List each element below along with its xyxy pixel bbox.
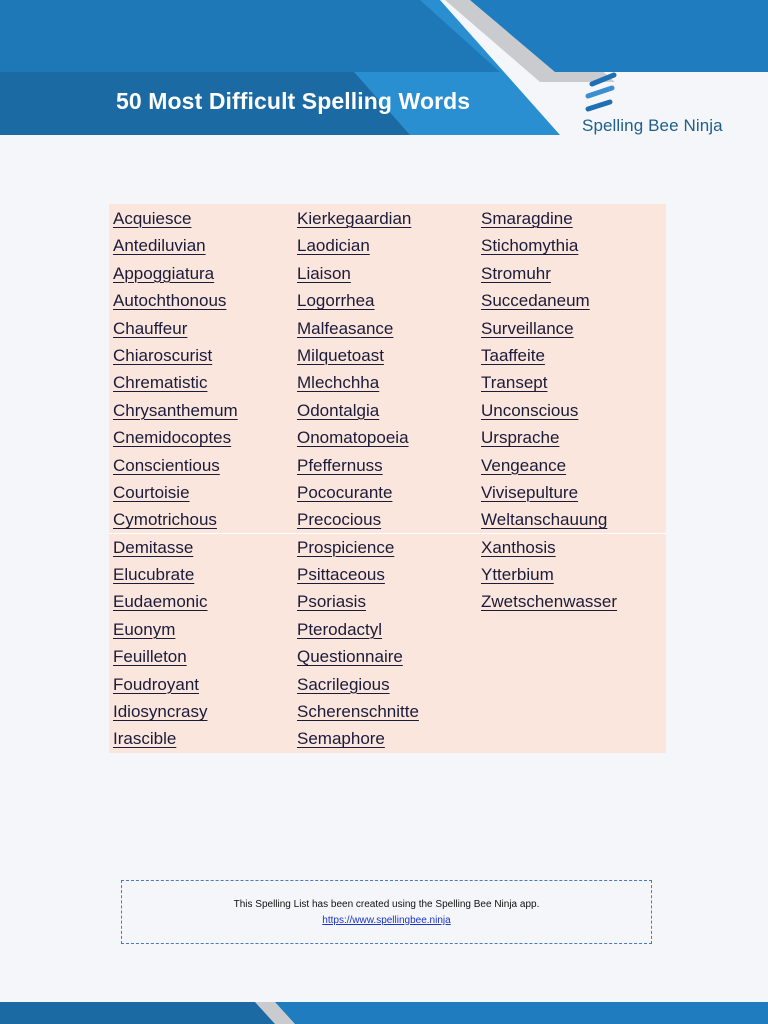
word-list-item	[297, 231, 419, 258]
brand-name: Spelling Bee Ninja	[582, 116, 723, 135]
word-list-item	[297, 286, 419, 313]
word-list-item	[297, 478, 419, 505]
word-list-item	[113, 204, 238, 231]
spelling-word-link[interactable]: Autochthonous	[113, 291, 227, 311]
spelling-word-link[interactable]: Succedaneum	[481, 291, 590, 311]
brand-logo	[582, 72, 752, 136]
word-list-item	[113, 478, 238, 505]
spelling-word-link[interactable]: Acquiesce	[113, 209, 192, 228]
spelling-word-link[interactable]: Transept	[481, 373, 548, 393]
spelling-word-link[interactable]: Psittaceous	[297, 565, 385, 585]
spelling-word-link[interactable]: Onomatopoeia	[297, 428, 409, 448]
word-list-item	[297, 697, 419, 724]
spelling-word-link[interactable]: Questionnaire	[297, 647, 403, 667]
spelling-word-link[interactable]: Chauffeur	[113, 318, 188, 338]
word-list-item	[113, 368, 238, 395]
word-column-3	[481, 204, 617, 615]
word-list-item	[297, 670, 419, 697]
footer-band-graphic	[0, 1002, 768, 1024]
word-list-item	[481, 451, 617, 478]
word-list-item	[113, 642, 238, 669]
spelling-word-link[interactable]: Mlechchha	[297, 373, 380, 393]
spelling-word-link[interactable]: Psoriasis	[297, 592, 366, 612]
word-list-item	[297, 533, 419, 560]
word-list-item	[297, 642, 419, 669]
word-list-item	[297, 396, 419, 423]
spelling-word-link[interactable]: Ursprache	[481, 428, 560, 448]
spelling-word-link[interactable]: Pfeffernuss	[297, 455, 383, 475]
word-list-item	[297, 314, 419, 341]
word-list-item	[297, 368, 419, 395]
word-list-item	[113, 451, 238, 478]
spelling-word-link[interactable]: Ytterbium	[481, 565, 554, 585]
word-list-item	[113, 423, 238, 450]
spelling-word-link[interactable]: Stichomythia	[481, 236, 579, 256]
spelling-word-link[interactable]: Precocious	[297, 510, 382, 530]
spelling-word-link[interactable]: Idiosyncrasy	[113, 702, 208, 722]
spelling-word-link[interactable]: Cymotrichous	[113, 510, 217, 530]
spelling-word-link[interactable]: Chiaroscurist	[113, 345, 213, 365]
word-list-item	[297, 451, 419, 478]
spelling-word-link[interactable]: Chrematistic	[113, 373, 208, 393]
spelling-word-link[interactable]: Liaison	[297, 263, 351, 283]
word-list-item	[297, 587, 419, 614]
spelling-word-link[interactable]: Prospicience	[297, 537, 395, 557]
spelling-word-link[interactable]: Conscientious	[113, 455, 220, 475]
word-list-item	[113, 615, 238, 642]
word-list-item	[481, 259, 617, 286]
word-list-item	[113, 314, 238, 341]
spelling-word-link[interactable]: Taaffeite	[481, 345, 545, 365]
word-list-item	[481, 587, 617, 614]
spelling-word-link[interactable]: Surveillance	[481, 318, 574, 338]
word-list-item	[113, 505, 238, 532]
word-list-item	[481, 341, 617, 368]
word-list-item	[297, 423, 419, 450]
word-list-item	[481, 505, 617, 532]
word-list-item	[297, 259, 419, 286]
spelling-word-link[interactable]: Vivisepulture	[481, 482, 579, 502]
word-list-item	[297, 341, 419, 368]
word-list-item	[297, 724, 419, 751]
spelling-word-link[interactable]: Xanthosis	[481, 537, 556, 557]
word-list-item	[297, 204, 419, 231]
spelling-word-link[interactable]: Chrysanthemum	[113, 400, 238, 420]
word-list-item	[113, 259, 238, 286]
spelling-word-link[interactable]: Scherenschnitte	[297, 702, 419, 722]
word-list-item	[481, 314, 617, 341]
word-column-2	[297, 204, 419, 752]
word-column-1	[113, 204, 238, 752]
spelling-word-link[interactable]: Unconscious	[481, 400, 579, 420]
spelling-word-link[interactable]: Semaphore	[297, 729, 385, 749]
spelling-word-link[interactable]: Pterodactyl	[297, 619, 383, 639]
spelling-word-link[interactable]: Eudaemonic	[113, 592, 208, 612]
word-list-item	[113, 724, 238, 751]
app-website-link[interactable]: https://www.spellingbee.ninja	[322, 915, 451, 926]
word-list-item	[481, 368, 617, 395]
spelling-word-link[interactable]: Logorrhea	[297, 291, 375, 311]
spelling-word-link[interactable]: Cnemidocoptes	[113, 428, 232, 448]
word-list-item	[113, 396, 238, 423]
spelling-word-link[interactable]: Foudroyant	[113, 674, 199, 694]
word-list-item	[481, 478, 617, 505]
word-list-item	[113, 697, 238, 724]
page-title: 50 Most Difficult Spelling Words	[116, 88, 471, 114]
page-header	[0, 0, 768, 135]
spelling-word-link[interactable]: Demitasse	[113, 537, 194, 557]
word-list-item	[113, 560, 238, 587]
word-list-item	[481, 533, 617, 560]
word-list-item	[113, 341, 238, 368]
spelling-word-link[interactable]: Milquetoast	[297, 345, 384, 365]
spelling-word-link[interactable]: Elucubrate	[113, 565, 195, 585]
spelling-word-link[interactable]: Sacrilegious	[297, 674, 390, 694]
word-list-item	[113, 533, 238, 560]
spelling-word-link[interactable]: Irascible	[113, 729, 177, 749]
word-list-item	[481, 286, 617, 313]
spelling-word-link[interactable]: Smaragdine	[481, 209, 573, 228]
word-list-item	[297, 505, 419, 532]
spelling-word-link[interactable]: Malfeasance	[297, 318, 394, 338]
credit-text: This Spelling List has been created using the Spelling Bee Ninja app.	[233, 899, 540, 910]
word-list-item	[297, 615, 419, 642]
spelling-word-link[interactable]: Appoggiatura	[113, 263, 215, 283]
word-list-item	[297, 560, 419, 587]
spelling-word-link[interactable]: Odontalgia	[297, 400, 380, 420]
word-list-item	[113, 587, 238, 614]
app-credit-box	[121, 880, 652, 944]
word-list-item	[113, 670, 238, 697]
spelling-word-link[interactable]: Stromuhr	[481, 263, 551, 283]
word-list-item	[481, 396, 617, 423]
spelling-word-link[interactable]: Feuilleton	[113, 647, 187, 667]
spelling-word-link[interactable]: Courtoisie	[113, 482, 190, 502]
spelling-word-link[interactable]: Euonym	[113, 619, 176, 639]
word-list-item	[113, 286, 238, 313]
word-list-item	[113, 231, 238, 258]
spelling-word-link[interactable]: Laodician	[297, 236, 370, 256]
spelling-word-link[interactable]: Pococurante	[297, 482, 393, 502]
word-list-item	[481, 560, 617, 587]
word-list-item	[481, 231, 617, 258]
spelling-word-link[interactable]: Kierkegaardian	[297, 209, 412, 228]
word-list-item	[481, 204, 617, 231]
word-list-item	[481, 423, 617, 450]
spelling-word-link[interactable]: Weltanschauung	[481, 510, 608, 530]
spelling-word-link[interactable]: Vengeance	[481, 455, 567, 475]
stacked-strokes-icon	[582, 72, 622, 116]
spelling-word-table	[109, 204, 666, 753]
spelling-word-link[interactable]: Zwetschenwasser	[481, 592, 618, 612]
page-footer-band	[0, 1002, 768, 1024]
spelling-word-link[interactable]: Antediluvian	[113, 236, 206, 256]
